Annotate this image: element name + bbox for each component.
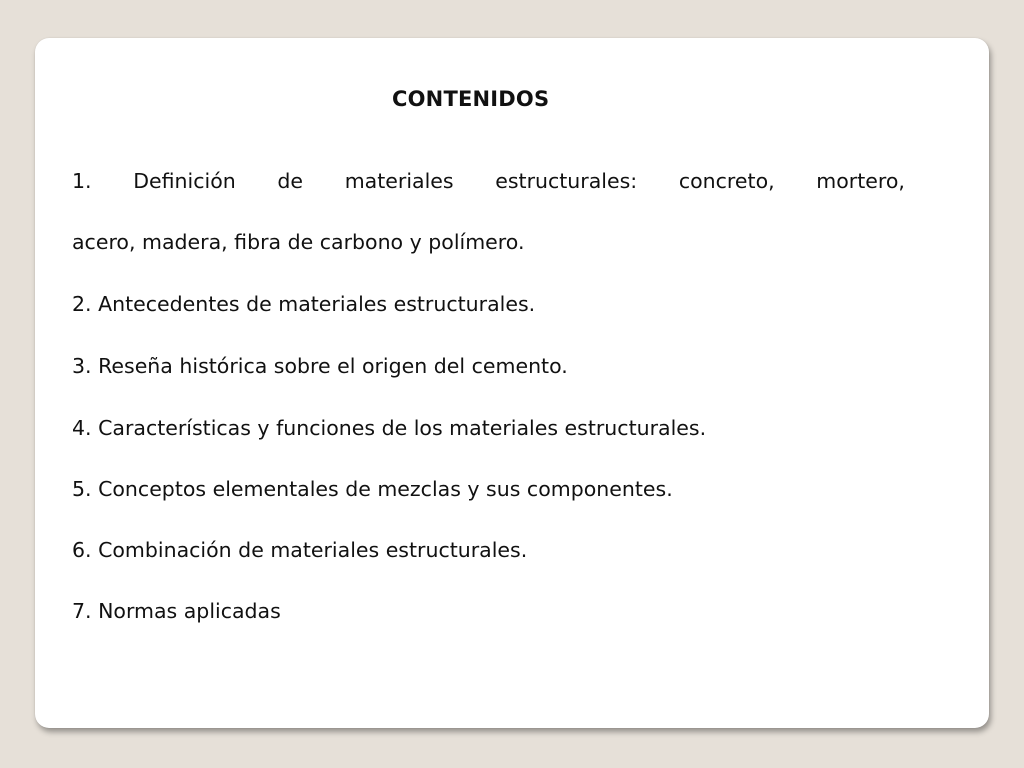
list-item-5: 5. Conceptos elementales de mezclas y sus componentes.: [72, 477, 673, 501]
list-item-3: 3. Reseña histórica sobre el origen del cemento.: [72, 354, 568, 378]
list-item-7: 7. Normas aplicadas: [72, 599, 281, 623]
list-item-1-word: Definición: [133, 169, 236, 193]
list-item-1-word: concreto,: [678, 169, 775, 193]
list-item-4: 4. Características y funciones de los materiales estructurales.: [72, 416, 707, 440]
list-item-1-word: mortero,: [816, 169, 905, 193]
slide-title: CONTENIDOS: [392, 87, 550, 111]
list-item-2: 2. Antecedentes de materiales estructurales.: [72, 292, 536, 316]
list-item-1-word: 1.: [72, 169, 92, 193]
list-item-1-word: materiales: [344, 169, 454, 193]
list-item-1-word: de: [277, 169, 304, 193]
list-item-6: 6. Combinación de materiales estructurales.: [72, 538, 528, 562]
list-item-1-line-2: acero, madera, fibra de carbono y polímero.: [72, 230, 525, 254]
slide-card: [35, 38, 989, 728]
list-item-1-word: estructurales:: [495, 169, 638, 193]
list-item-1-line-1: [72, 169, 905, 193]
